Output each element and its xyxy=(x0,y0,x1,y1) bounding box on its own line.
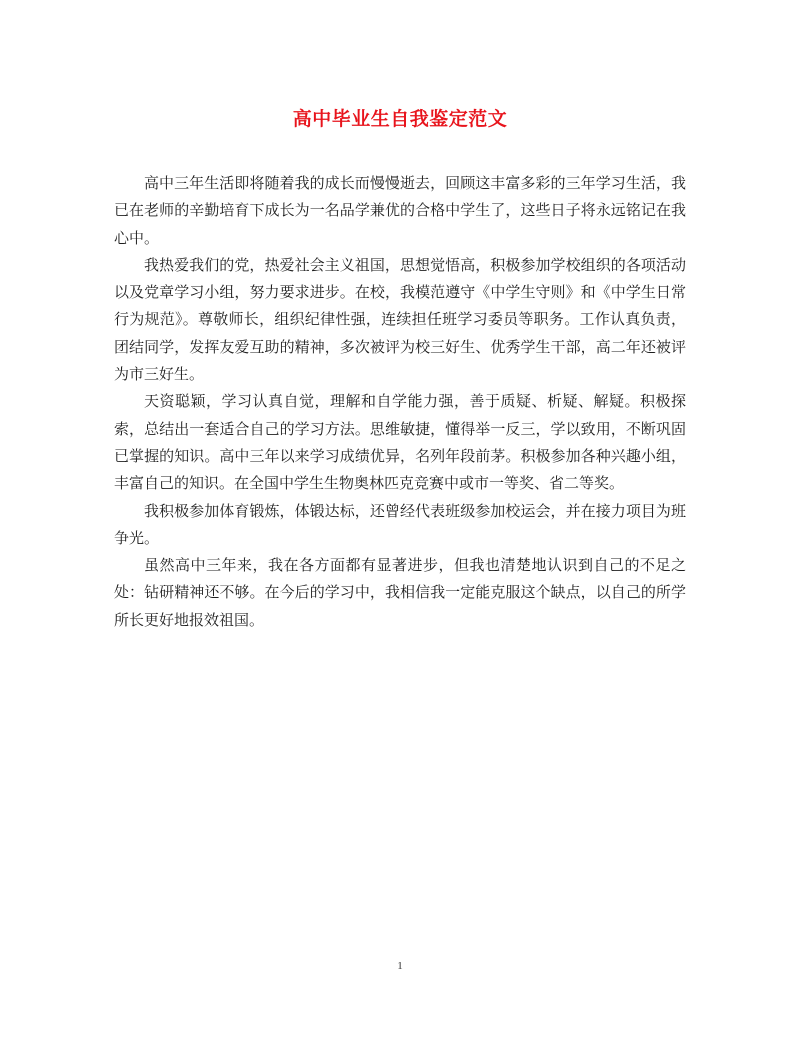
page-number: 1 xyxy=(397,960,403,972)
document-title: 高中毕业生自我鉴定范文 xyxy=(292,108,508,130)
paragraph-3: 天资聪颖，学习认真自觉，理解和自学能力强，善于质疑、析疑、解疑。积极探索，总结出一套适合自己的学习方法。思维敏捷，懂得举一反三，学以致用，不断巩固已掌握的知识。高中三年以来学习成绩优异，名列年段前茅。积极参加各种兴趣小组，丰富自己的知识。在全国中学生生物奥林匹克竞赛中或市一等奖、省二等奖。 xyxy=(114,392,686,493)
document-body xyxy=(114,170,686,634)
paragraph-5: 虽然高中三年来，我在各方面都有显著进步，但我也清楚地认识到自己的不足之处：钻研精神还不够。在今后的学习中，我相信我一定能克服这个缺点，以自己的所学所长更好地报效祖国。 xyxy=(114,556,686,629)
paragraph-1: 高中三年生活即将随着我的成长而慢慢逝去，回顾这丰富多彩的三年学习生活，我已在老师的辛勤培育下成长为一名品学兼优的合格中学生了，这些日子将永远铭记在我心中。 xyxy=(114,174,686,247)
paragraph-2: 我热爱我们的党，热爱社会主义祖国，思想觉悟高，积极参加学校组织的各项活动以及党章学习小组，努力要求进步。在校，我模范遵守《中学生守则》和《中学生日常行为规范》。尊敬师长，组织纪律性强，连续担任班学习委员等职务。工作认真负责，团结同学，发挥友爱互助的精神，多次被评为校三好生、优秀学生干部，高二年还被评为市三好生。 xyxy=(114,255,686,384)
paragraph-4: 我积极参加体育锻炼，体锻达标，还曾经代表班级参加校运会，并在接力项目为班争光。 xyxy=(114,501,686,547)
